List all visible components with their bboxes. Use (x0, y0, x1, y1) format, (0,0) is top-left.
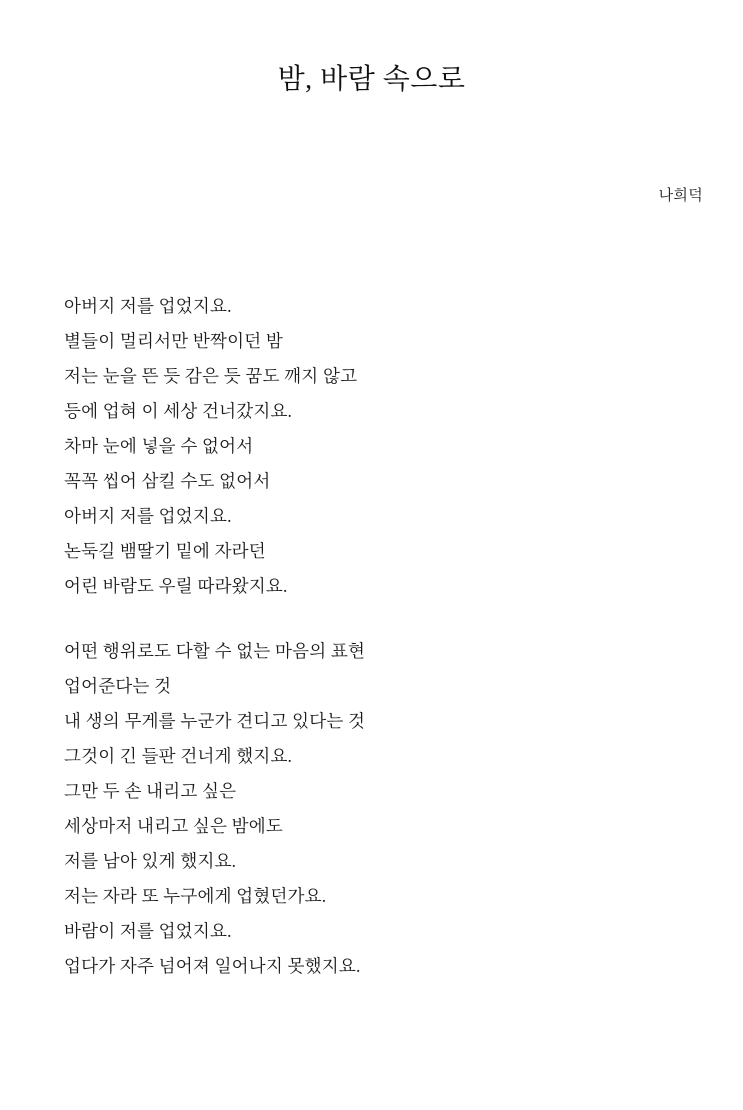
poem-body (0, 205, 743, 984)
poem-line: 차마 눈에 넣을 수 없어서 (64, 436, 254, 457)
stanza-1 (64, 289, 695, 604)
author-name: 나희덕 (658, 188, 703, 205)
poem-line: 꼭꼭 씹어 삼킬 수도 없어서 (64, 471, 271, 492)
poem-line: 바람이 저를 업었지요. (64, 921, 232, 942)
poem-line: 아버지 저를 업었지요. (64, 506, 232, 527)
poem-line: 업어준다는 것 (64, 676, 172, 697)
poem-line: 등에 업혀 이 세상 건너갔지요. (64, 401, 293, 422)
poem-line: 업다가 자주 넘어져 일어나지 못했지요. (64, 956, 361, 977)
poem-line: 어린 바람도 우릴 따라왔지요. (64, 576, 288, 597)
poem-line: 저는 눈을 뜬 듯 감은 듯 꿈도 깨지 않고 (64, 366, 358, 387)
poem-line: 내 생의 무게를 누군가 견디고 있다는 것 (64, 711, 366, 732)
poem-line: 아버지 저를 업었지요. (64, 296, 232, 317)
poem-line: 그것이 긴 들판 건너게 했지요. (64, 746, 293, 767)
poem-line: 저를 남아 있게 했지요. (64, 851, 237, 872)
poem-line: 어떤 행위로도 다할 수 없는 마음의 표현 (64, 641, 366, 662)
poem-line: 저는 자라 또 누구에게 업혔던가요. (64, 886, 327, 907)
poem-line: 그만 두 손 내리고 싶은 (64, 781, 237, 802)
poem-line: 별들이 멀리서만 반짝이던 밤 (64, 331, 283, 352)
poem-line: 논둑길 뱀딸기 밑에 자라던 (64, 541, 266, 562)
page-title: 밤, 바람 속으로 (277, 64, 466, 95)
poem-line: 세상마저 내리고 싶은 밤에도 (64, 816, 283, 837)
stanza-2 (64, 634, 695, 984)
